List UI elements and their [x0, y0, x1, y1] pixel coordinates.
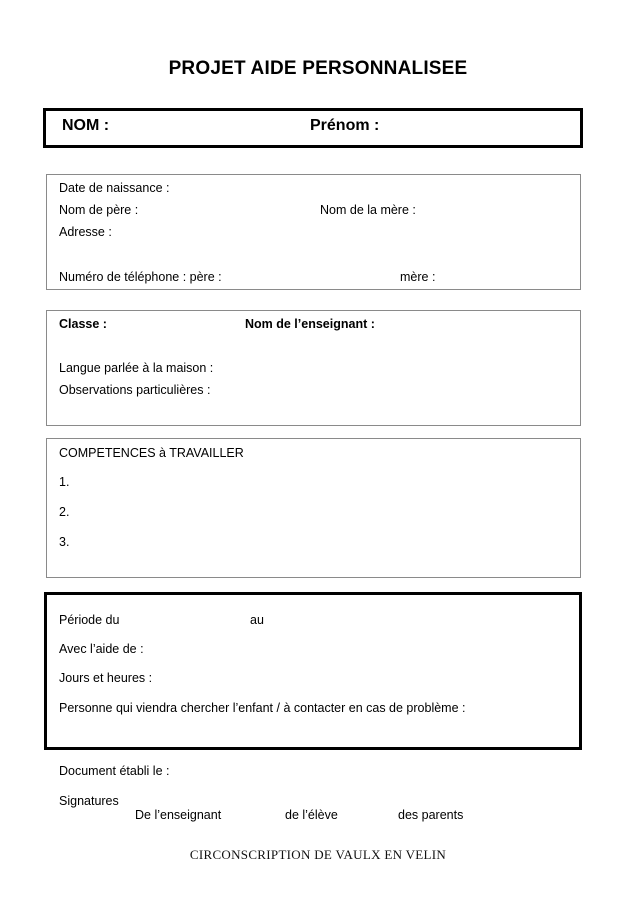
period-from-label: Période du [59, 613, 120, 627]
period-to-label: au [250, 613, 264, 627]
nom-label: NOM : [62, 117, 110, 134]
helper-label: Avec l’aide de : [59, 642, 144, 656]
observations-label: Observations particulières : [59, 383, 211, 397]
father-name-label: Nom de père : [59, 203, 139, 217]
prenom-label: Prénom : [310, 117, 380, 134]
phone-mother-label: mère : [400, 270, 436, 284]
competence-item-1: 1. [59, 475, 70, 489]
birth-date-label: Date de naissance : [59, 181, 170, 195]
footer-credit: CIRCONSCRIPTION DE VAULX EN VELIN [189, 847, 447, 862]
phone-father-label: Numéro de téléphone : père : [59, 270, 222, 284]
home-language-label: Langue parlée à la maison : [59, 361, 214, 375]
contact-person-label: Personne qui viendra chercher l’enfant / à contacter en cas de problème : [59, 701, 466, 715]
classe-label: Classe : [59, 317, 107, 331]
competence-item-2: 2. [59, 505, 70, 519]
signature-teacher-label: De l’enseignant [135, 808, 222, 822]
page-title: PROJET AIDE PERSONNALISEE [168, 58, 468, 79]
signatures-label: Signatures [59, 794, 119, 808]
teacher-name-label: Nom de l’enseignant : [245, 317, 375, 331]
document-date-label: Document établi le : [59, 764, 170, 778]
address-label: Adresse : [59, 225, 112, 239]
days-hours-label: Jours et heures : [59, 671, 153, 685]
signature-pupil-label: de l’élève [285, 808, 338, 822]
competence-item-3: 3. [59, 535, 70, 549]
competences-heading: COMPETENCES à TRAVAILLER [59, 446, 244, 460]
signature-parents-label: des parents [398, 808, 464, 822]
mother-name-label: Nom de la mère : [320, 203, 416, 217]
